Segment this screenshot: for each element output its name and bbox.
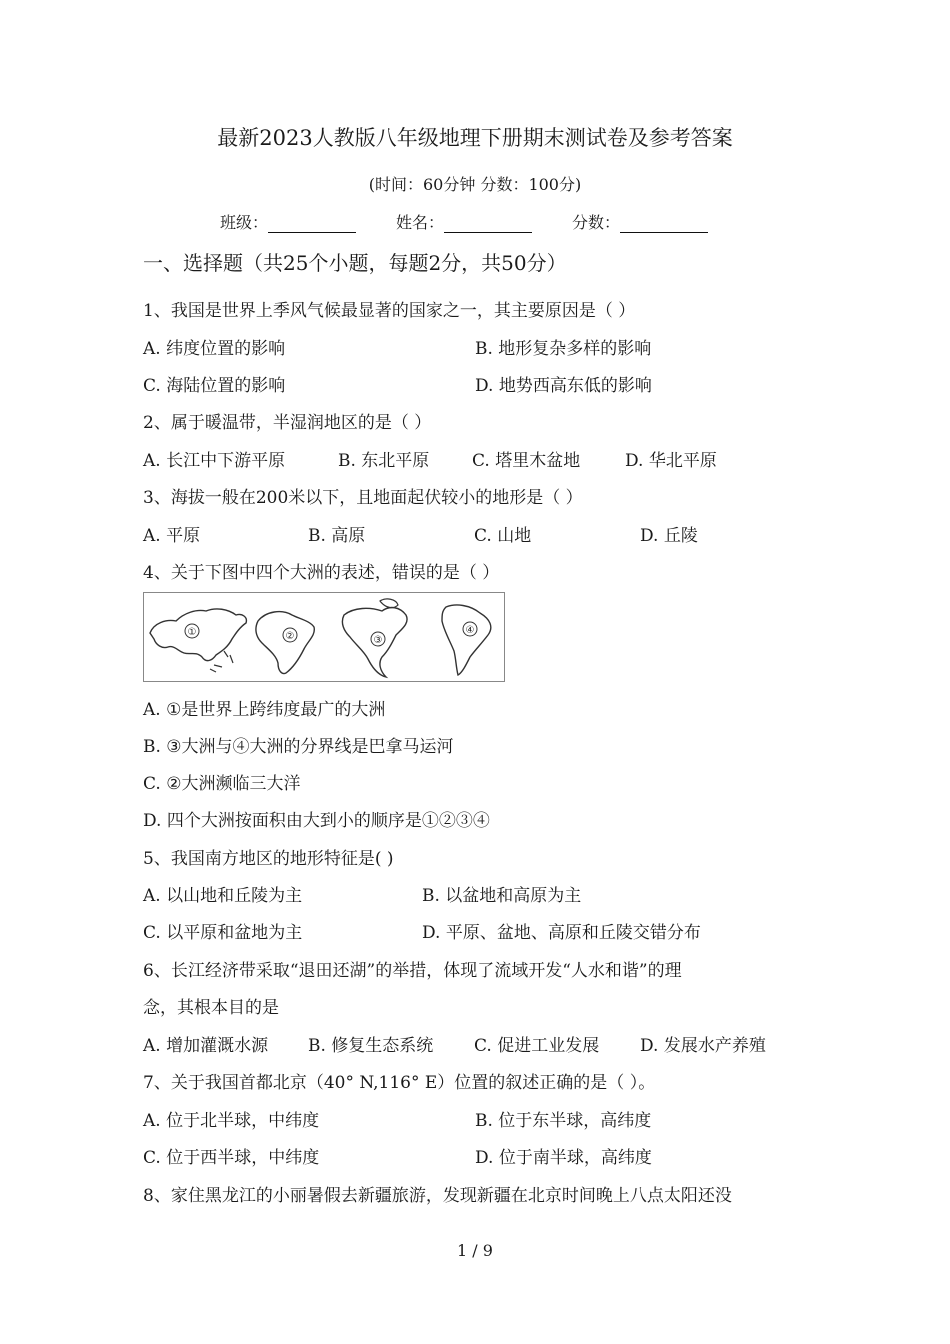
class-blank[interactable] [268, 212, 356, 233]
question-1-option-b[interactable]: B. 地形复杂多样的影响 [475, 339, 652, 359]
question-2-option-a[interactable]: A. 长江中下游平原 [143, 451, 286, 471]
question-3-option-d[interactable]: D. 丘陵 [640, 526, 698, 546]
question-6-option-d[interactable]: D. 发展水产养殖 [640, 1036, 766, 1056]
question-2-stem: 2、属于暖温带，半湿润地区的是（ ） [143, 413, 432, 433]
question-2-option-b[interactable]: B. 东北平原 [338, 451, 430, 471]
japan-islands-shape [210, 651, 233, 672]
question-7-option-b[interactable]: B. 位于东半球，高纬度 [475, 1111, 652, 1131]
page-title: 最新2023人教版八年级地理下册期末测试卷及参考答案 [217, 126, 733, 150]
question-5-stem: 5、我国南方地区的地形特征是( ) [143, 849, 394, 869]
label-1-text: ① [187, 627, 197, 638]
score-field[interactable] [572, 210, 748, 233]
class-field[interactable] [220, 210, 396, 233]
class-label: 班级： [220, 213, 269, 232]
greenland-shape [380, 599, 398, 608]
page-number: 1 / 9 [457, 1241, 493, 1260]
question-6-stem-line-2: 念，其根本目的是 [143, 998, 279, 1018]
question-1-stem: 1、我国是世界上季风气候最显著的国家之一，其主要原因是（ ） [143, 301, 636, 321]
label-3-text: ③ [373, 635, 383, 646]
question-4-option-c[interactable]: C. ②大洲濒临三大洋 [143, 774, 301, 794]
question-5-option-d[interactable]: D. 平原、盆地、高原和丘陵交错分布 [422, 923, 701, 943]
question-3-option-b[interactable]: B. 高原 [308, 526, 366, 546]
question-6-stem-line-1: 6、长江经济带采取“退田还湖”的举措，体现了流域开发“人水和谐”的理 [143, 961, 682, 981]
question-1-option-d[interactable]: D. 地势西高东低的影响 [475, 376, 652, 396]
south-america-shape [442, 605, 491, 675]
question-8-stem: 8、家住黑龙江的小丽暑假去新疆旅游，发现新疆在北京时间晚上八点太阳还没 [143, 1186, 732, 1206]
name-label: 姓名： [396, 213, 445, 232]
question-2-option-d[interactable]: D. 华北平原 [625, 451, 717, 471]
africa-shape [256, 612, 314, 674]
question-3-stem: 3、海拔一般在200米以下，且地面起伏较小的地形是（ ） [143, 488, 583, 508]
question-3-option-c[interactable]: C. 山地 [474, 526, 532, 546]
question-4-option-b[interactable]: B. ③大洲与④大洲的分界线是巴拿马运河 [143, 737, 454, 757]
label-4-text: ④ [465, 625, 475, 636]
question-3-option-a[interactable]: A. 平原 [143, 526, 201, 546]
question-4-option-d[interactable]: D. 四个大洲按面积由大到小的顺序是①②③④ [143, 811, 490, 831]
label-2-text: ② [285, 631, 295, 642]
name-blank[interactable] [444, 212, 532, 233]
continents-figure [143, 592, 505, 682]
name-field[interactable] [396, 210, 572, 233]
exam-meta: (时间：60分钟 分数：100分) [368, 175, 582, 194]
student-info-fields [220, 210, 748, 233]
question-5-option-a[interactable]: A. 以山地和丘陵为主 [143, 886, 303, 906]
question-7-option-c[interactable]: C. 位于西半球，中纬度 [143, 1148, 320, 1168]
question-2-option-c[interactable]: C. 塔里木盆地 [472, 451, 581, 471]
section-heading: 一、选择题（共25个小题，每题2分，共50分） [143, 251, 567, 275]
score-label: 分数： [572, 213, 621, 232]
question-6-option-a[interactable]: A. 增加灌溉水源 [143, 1036, 269, 1056]
question-4-option-a[interactable]: A. ①是世界上跨纬度最广的大洲 [143, 700, 386, 720]
question-7-option-d[interactable]: D. 位于南半球，高纬度 [475, 1148, 652, 1168]
question-1-option-c[interactable]: C. 海陆位置的影响 [143, 376, 286, 396]
question-7-option-a[interactable]: A. 位于北半球，中纬度 [143, 1111, 320, 1131]
question-5-option-c[interactable]: C. 以平原和盆地为主 [143, 923, 303, 943]
question-7-stem: 7、关于我国首都北京（40° N,116° E）位置的叙述正确的是（ ）。 [143, 1073, 656, 1093]
question-5-option-b[interactable]: B. 以盆地和高原为主 [422, 886, 582, 906]
question-4-stem: 4、关于下图中四个大洲的表述，错误的是（ ） [143, 563, 500, 583]
question-6-option-b[interactable]: B. 修复生态系统 [308, 1036, 434, 1056]
question-1-option-a[interactable]: A. 纬度位置的影响 [143, 339, 286, 359]
question-6-option-c[interactable]: C. 促进工业发展 [474, 1036, 600, 1056]
continents-map [144, 593, 504, 681]
score-blank[interactable] [620, 212, 708, 233]
